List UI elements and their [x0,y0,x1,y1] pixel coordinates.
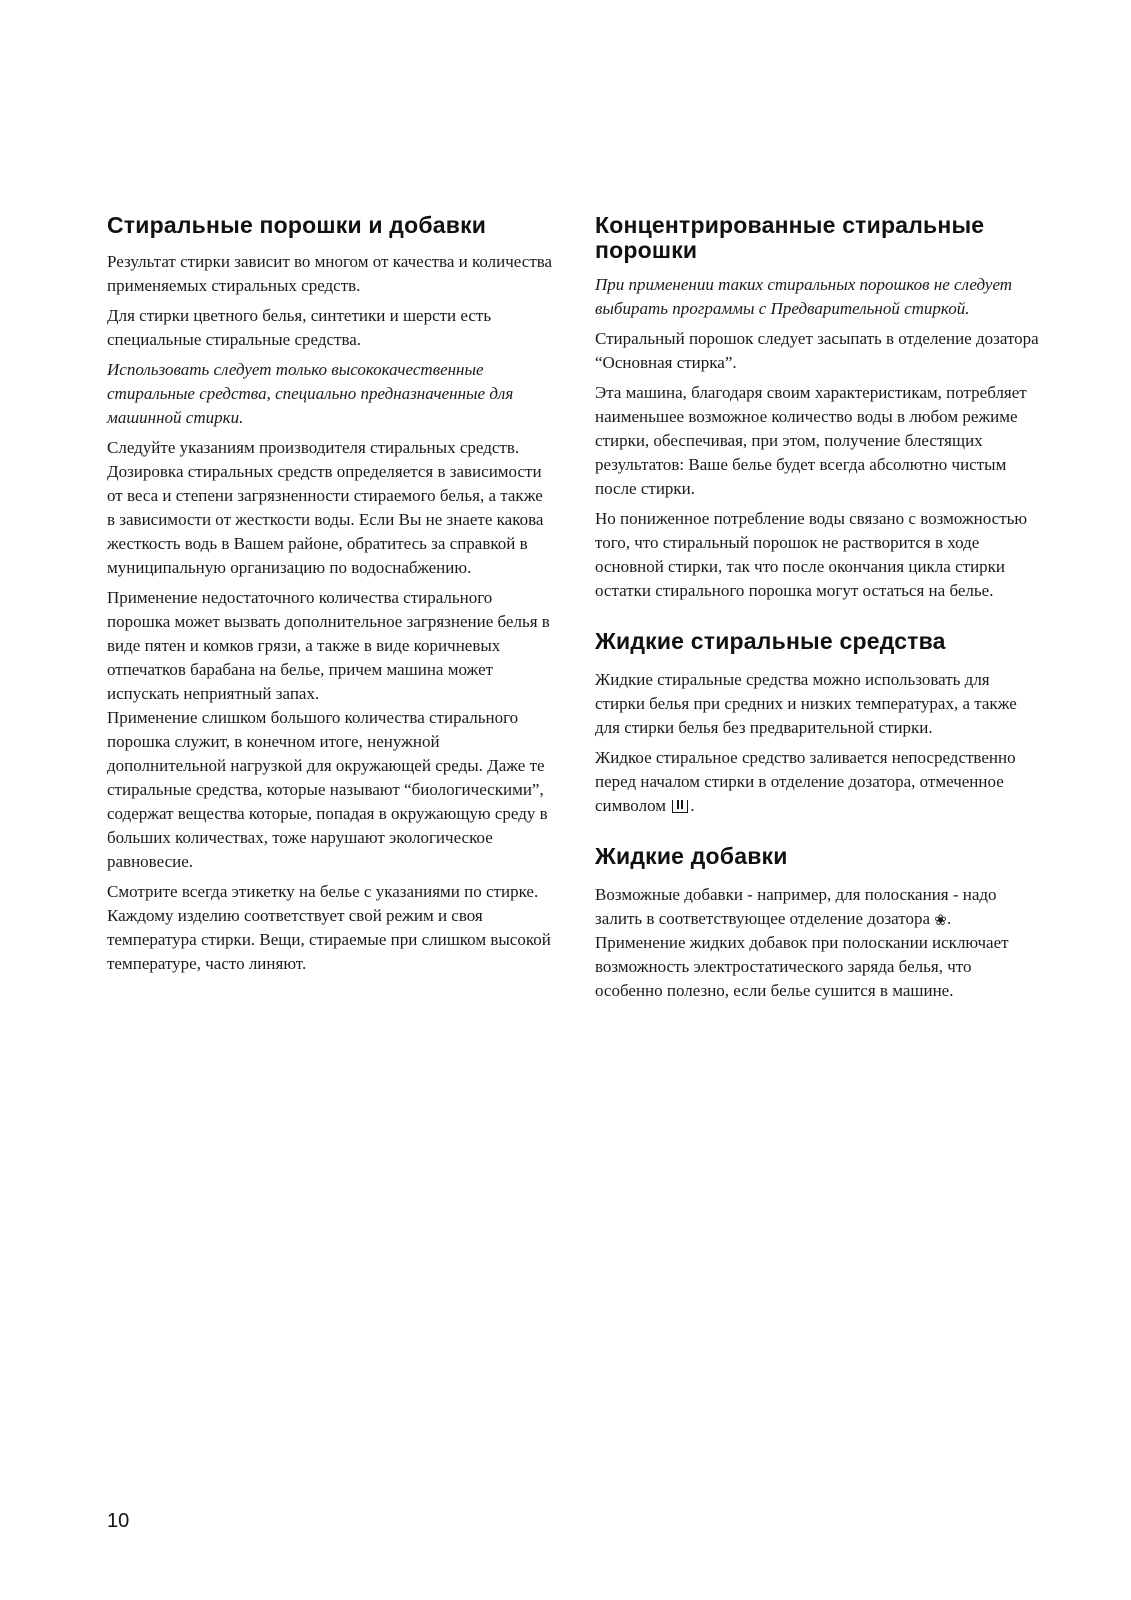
paragraph-with-symbol [595,746,1043,818]
section-title-liquid-additives: Жидкие добавки [595,843,788,869]
main-wash-compartment-icon [672,800,688,813]
paragraph: Применение слишком большого количества стирального порошка служит, в конечном итоге, ненужной дополнительной нагрузкой для окружающей среды. Даже те стиральные средства, которые называют “биологическими”, содержат вещества которые, попадая в окружающую среду в больших количествах, тоже нарушают экологическое равновесие. [107,708,548,871]
paragraph: Смотрите всегда этикетку на белье с указаниями по стирке. Каждому изделию соответствует свой режим и своя температура стирки. Вещи, стираемые при слишком высокой температуре, часто линяют. [107,882,551,973]
paragraph: Жидкие стиральные средства можно использовать для стирки белья при средних и низких температурах, а также для стирки белья без предварительной стирки. [595,670,1017,737]
right-column [595,213,1043,1009]
paragraph-text: Жидкое стиральное средство заливается непосредственно перед началом стирки в отделение дозатора, отмеченное символом [595,748,1016,815]
paragraph: Для стирки цветного белья, синтетики и шерсти есть специальные стиральные средства. [107,306,492,349]
paragraph: Эта машина, благодаря своим характеристикам, потребляет наименьшее возможное количество воды в любом режиме стирки, обеспечивая, при этом, получение блестящих результатов: Ваше белье будет всегда абсолютно чистым после стирки. [595,383,1027,498]
paragraph: Следуйте указаниям производителя стиральных средств. Дозировка стиральных средств определяется в зависимости от веса и степени загрязненности стираемого белья, а также в зависимости от жесткости воды. Если Вы не знаете какова жесткость водь в Вашем районе, обратитесь за справкой в муниципальную организацию по водоснабжению. [107,438,544,577]
italic-note: При применении таких стиральных порошков не следует выбирать программы с Предварительной стиркой. [595,275,1013,318]
flower-softener-icon: ❀ [934,911,947,929]
paragraph-text: . Применение жидких добавок при полоскании исключает возможность электростатического заряда белья, что особенно полезно, если белье сушится в машине. [595,909,1009,1000]
paragraph-text: Возможные добавки - например, для полоскания - надо залить в соответствующее отделение дозатора [595,885,997,928]
paragraph: Применение недостаточного количества стирального порошка может вызвать дополнительное загрязнение белья в виде пятен и комков грязи, а также в виде коричневых отпечатков барабана на белье, причем машина может испускать неприятный запах. [107,588,550,703]
paragraph: Стиральный порошок следует засыпать в отделение дозатора “Основная стирка”. [595,329,1039,372]
paragraph-text: . [690,796,695,815]
paragraph: Но пониженное потребление воды связано с возможностью того, что стиральный порошок не растворится в ходе основной стирки, так что после окончания цикла стирки остатки стирального порошка могут остаться на белье. [595,509,1028,600]
left-column [107,213,555,982]
paragraph-with-symbol [595,883,1043,1003]
section-title-concentrated: Концентрированные стиральные порошки [595,212,985,263]
section-title-liquid-detergents: Жидкие стиральные средства [595,628,946,654]
page-number: 10 [107,1510,130,1532]
italic-note: Использовать следует только высококачественные стиральные средства, специально предназначенные для машинной стирки. [107,360,514,427]
section-title-detergents: Стиральные порошки и добавки [107,212,487,238]
paragraph: Результат стирки зависит во многом от качества и количества применяемых стиральных средств. [107,252,553,295]
